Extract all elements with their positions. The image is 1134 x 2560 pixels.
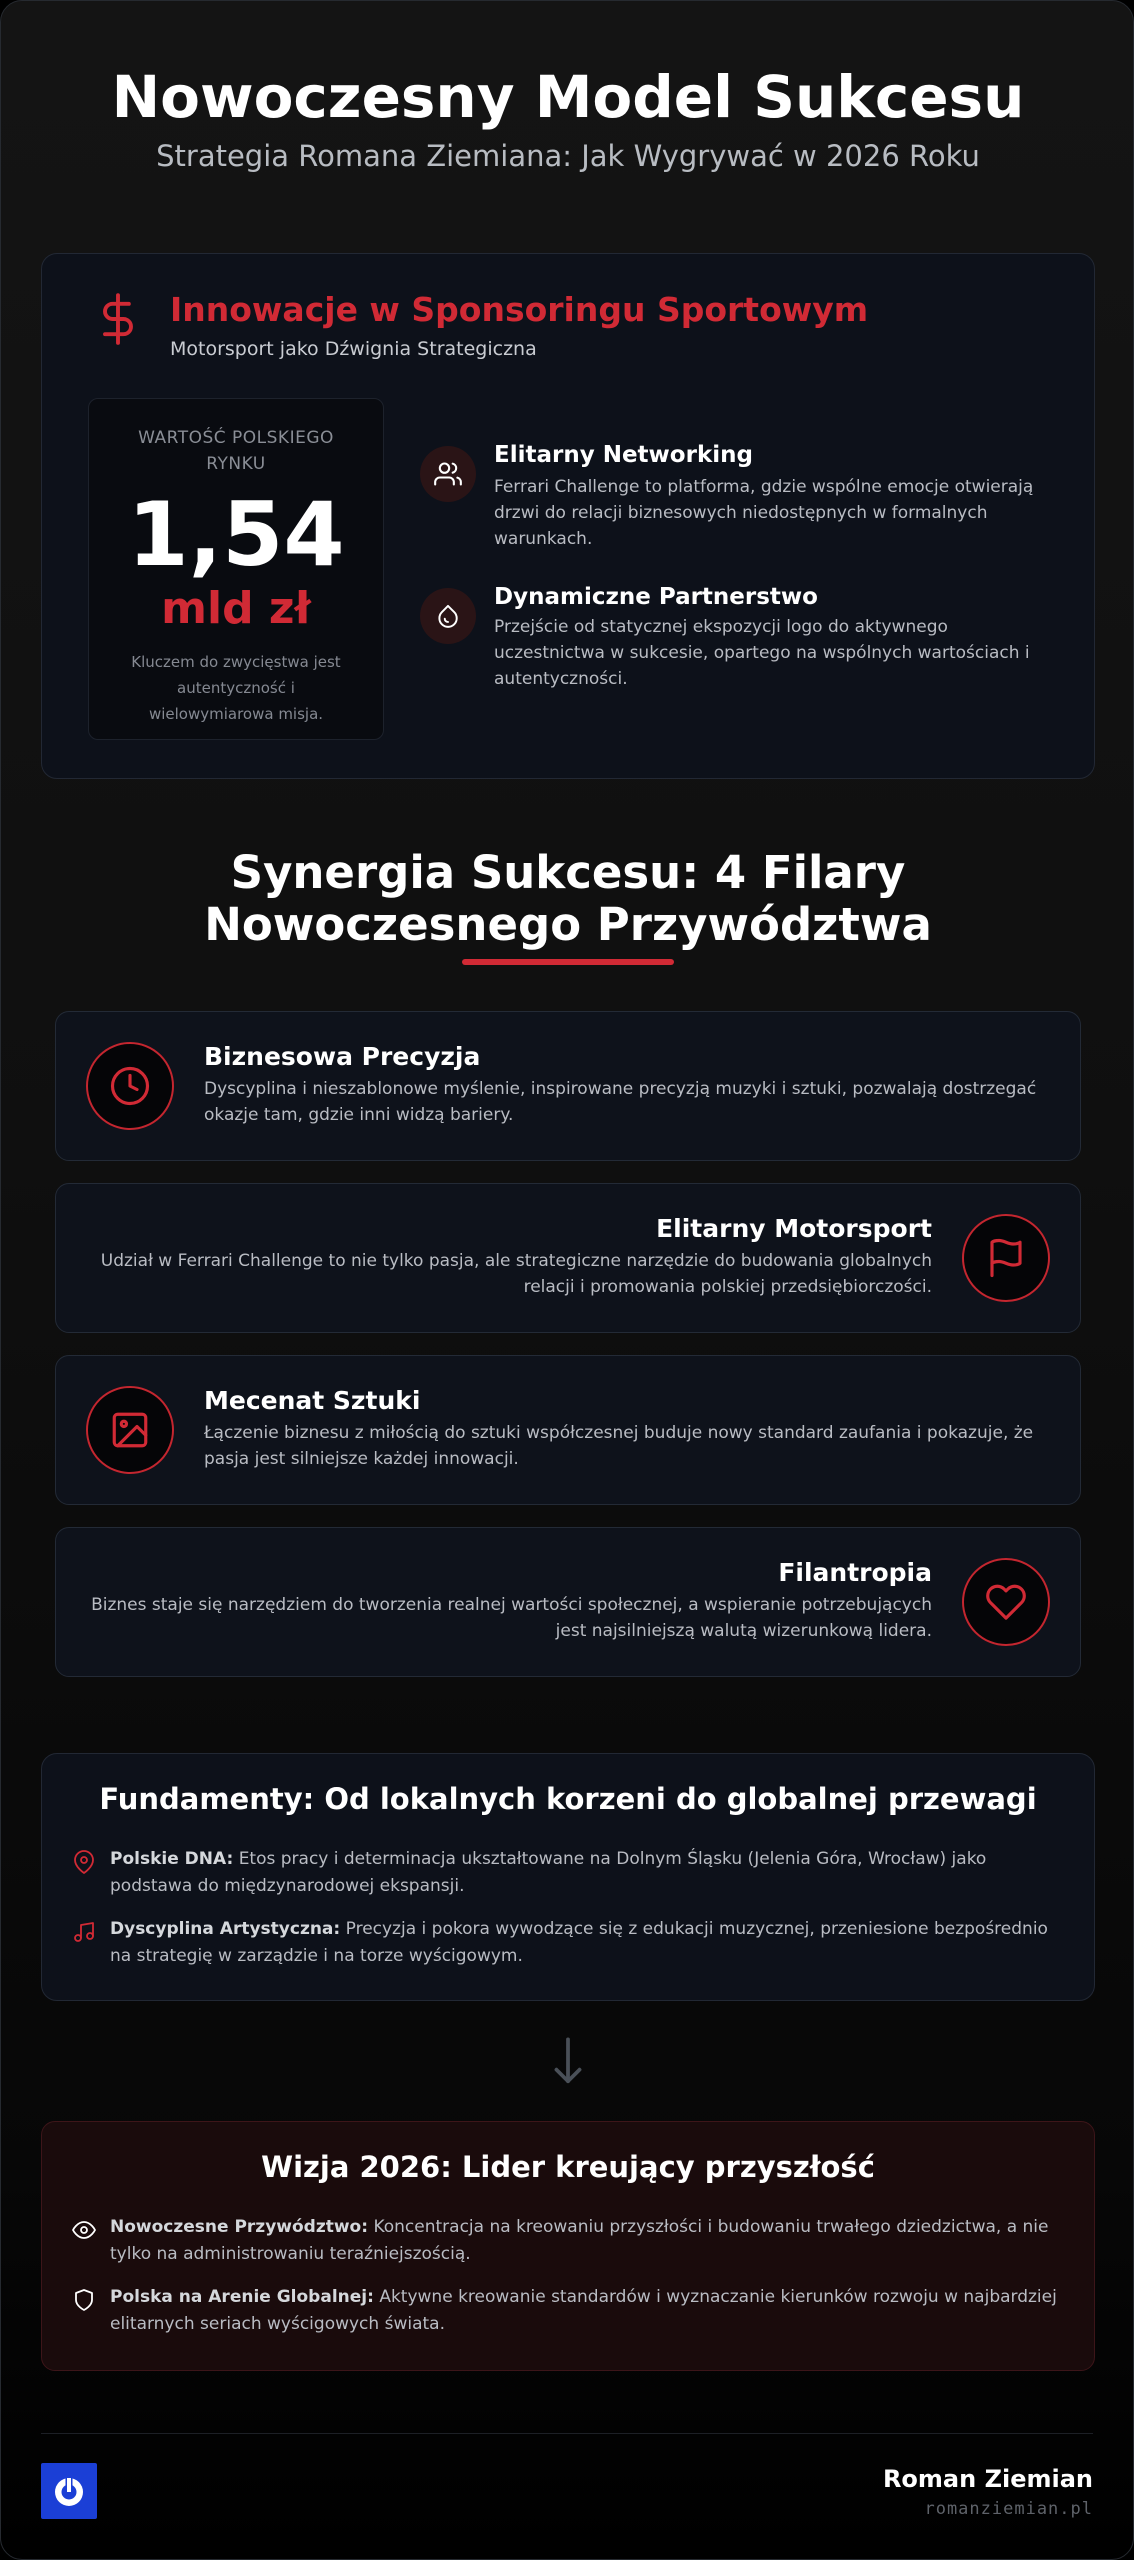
synergy-title-line2: Nowoczesnego Przywództwa [204, 898, 932, 951]
vision-item [110, 2284, 1070, 2338]
item-label: Dyscyplina Artystyczna: [110, 1919, 341, 1939]
sponsoring-subtitle: Motorsport jako Dźwignia Strategiczna [170, 338, 537, 360]
pillar-title: Biznesowa Precyzja [204, 1042, 481, 1071]
pillar-card [55, 1355, 1081, 1505]
pillar-icon-badge [86, 1042, 174, 1130]
item-text: Etos pracy i determinacja ukształtowane na Dolnym Śląsku (Jelenia Góra, Wrocław) jako podstawa do międzynarodowej ekspansji. [110, 1849, 987, 1896]
vision-item [110, 2214, 1070, 2268]
sponsoring-title: Innowacje w Sponsoringu Sportowym [170, 290, 869, 329]
brand-logo[interactable] [41, 2463, 97, 2519]
map-pin-icon [72, 1850, 96, 1874]
item-label: Polska na Arenie Globalnej: [110, 2287, 374, 2307]
sponsoring-card [41, 253, 1095, 779]
title-underline [462, 959, 674, 965]
pillar-title: Elitarny Motorsport [656, 1214, 932, 1243]
arrow-down-icon [550, 2035, 586, 2087]
synergy-title [1, 847, 1134, 951]
pillar-icon-badge [86, 1386, 174, 1474]
power-icon [49, 2471, 89, 2511]
page-subtitle: Strategia Romana Ziemiana: Jak Wygrywać w 2026 Roku [156, 139, 980, 173]
dollar-icon [92, 286, 144, 352]
pillar-title: Filantropia [778, 1558, 932, 1587]
market-value-box [88, 398, 384, 740]
fundamenty-card [41, 1753, 1095, 2001]
vision-card [41, 2121, 1095, 2371]
website-link[interactable]: romanziemian.pl [924, 2499, 1093, 2519]
feature-text: Przejście od statycznej ekspozycji logo do aktywnego uczestnictwa w sukcesie, opartego na wspólnych wartościach i autentyczności. [494, 617, 1030, 689]
synergy-title-line1: Synergia Sukcesu: 4 Filary [230, 846, 906, 899]
item-text: Koncentracja na kreowaniu przyszłości i budowaniu trwałego dziedzictwa, a nie tylko na administrowaniu teraźniejszością. [110, 2217, 1049, 2264]
feature-title: Elitarny Networking [494, 442, 753, 468]
feature-text: Ferrari Challenge to platforma, gdzie wspólne emocje otwierają drzwi do relacji biznesowych niedostępnych w formalnych warunkach. [494, 477, 1034, 549]
fundamenty-title: Fundamenty: Od lokalnych korzeni do globalnej przewagi [99, 1782, 1037, 1816]
users-icon [434, 460, 462, 488]
image-icon [109, 1409, 151, 1451]
pillar-card [55, 1183, 1081, 1333]
flag-icon [985, 1237, 1027, 1279]
market-value: 1,54 [127, 483, 345, 586]
market-label: WARTOŚĆ POLSKIEGO RYNKU [138, 428, 334, 474]
pillar-icon-badge [962, 1558, 1050, 1646]
footer-divider [41, 2433, 1093, 2434]
pillar-title: Mecenat Sztuki [204, 1386, 421, 1415]
music-icon [72, 1920, 96, 1944]
heart-icon [985, 1581, 1027, 1623]
pillar-text: Łączenie biznesu z miłością do sztuki współczesnej buduje nowy standard zaufania i pokazuje, że pasja jest silniejsze każdej innowacji. [204, 1423, 1034, 1469]
item-text: Aktywne kreowanie standardów i wyznaczanie kierunków rozwoju w najbardziej elitarnych seriach wyścigowych świata. [110, 2287, 1057, 2334]
pillar-text: Dyscyplina i nieszablonowe myślenie, inspirowane precyzją muzyki i sztuki, pozwalają dostrzegać okazje tam, gdzie inni widzą bariery. [204, 1079, 1037, 1125]
partnership-icon-badge [420, 588, 476, 644]
shield-icon [72, 2288, 96, 2312]
networking-icon-badge [420, 446, 476, 502]
item-label: Polskie DNA: [110, 1849, 234, 1869]
author-name: Roman Ziemian [882, 2465, 1093, 2493]
pillar-text: Udział w Ferrari Challenge to nie tylko pasja, ale strategiczne narzędzie do budowania globalnych relacji i promowania polskiej przedsiębiorczości. [100, 1251, 932, 1297]
clock-icon [109, 1065, 151, 1107]
market-note: Kluczem do zwycięstwa jest autentyczność i wielowymiarowa misja. [131, 653, 341, 723]
item-label: Nowoczesne Przywództwo: [110, 2217, 369, 2237]
feature-title: Dynamiczne Partnerstwo [494, 584, 818, 610]
eye-icon [72, 2218, 96, 2242]
item-text: Precyzja i pokora wywodzące się z edukacji muzycznej, przeniesione bezpośrednio na strategię w zarządzie i na torze wyścigowym. [110, 1919, 1048, 1966]
pillar-icon-badge [962, 1214, 1050, 1302]
vision-title: Wizja 2026: Lider kreujący przyszłość [261, 2150, 875, 2184]
fundamenty-item [110, 1846, 1060, 1900]
fundamenty-item [110, 1916, 1060, 1970]
pillar-card [55, 1527, 1081, 1677]
page-title: Nowoczesny Model Sukcesu [111, 63, 1025, 131]
droplet-icon [435, 603, 461, 629]
market-unit: mld zł [161, 583, 311, 634]
pillar-text: Biznes staje się narzędziem do tworzenia realnej wartości społecznej, a wspieranie potrzebujących jest najsilniejszą walutą wizerunkową lidera. [91, 1595, 932, 1641]
pillar-card [55, 1011, 1081, 1161]
